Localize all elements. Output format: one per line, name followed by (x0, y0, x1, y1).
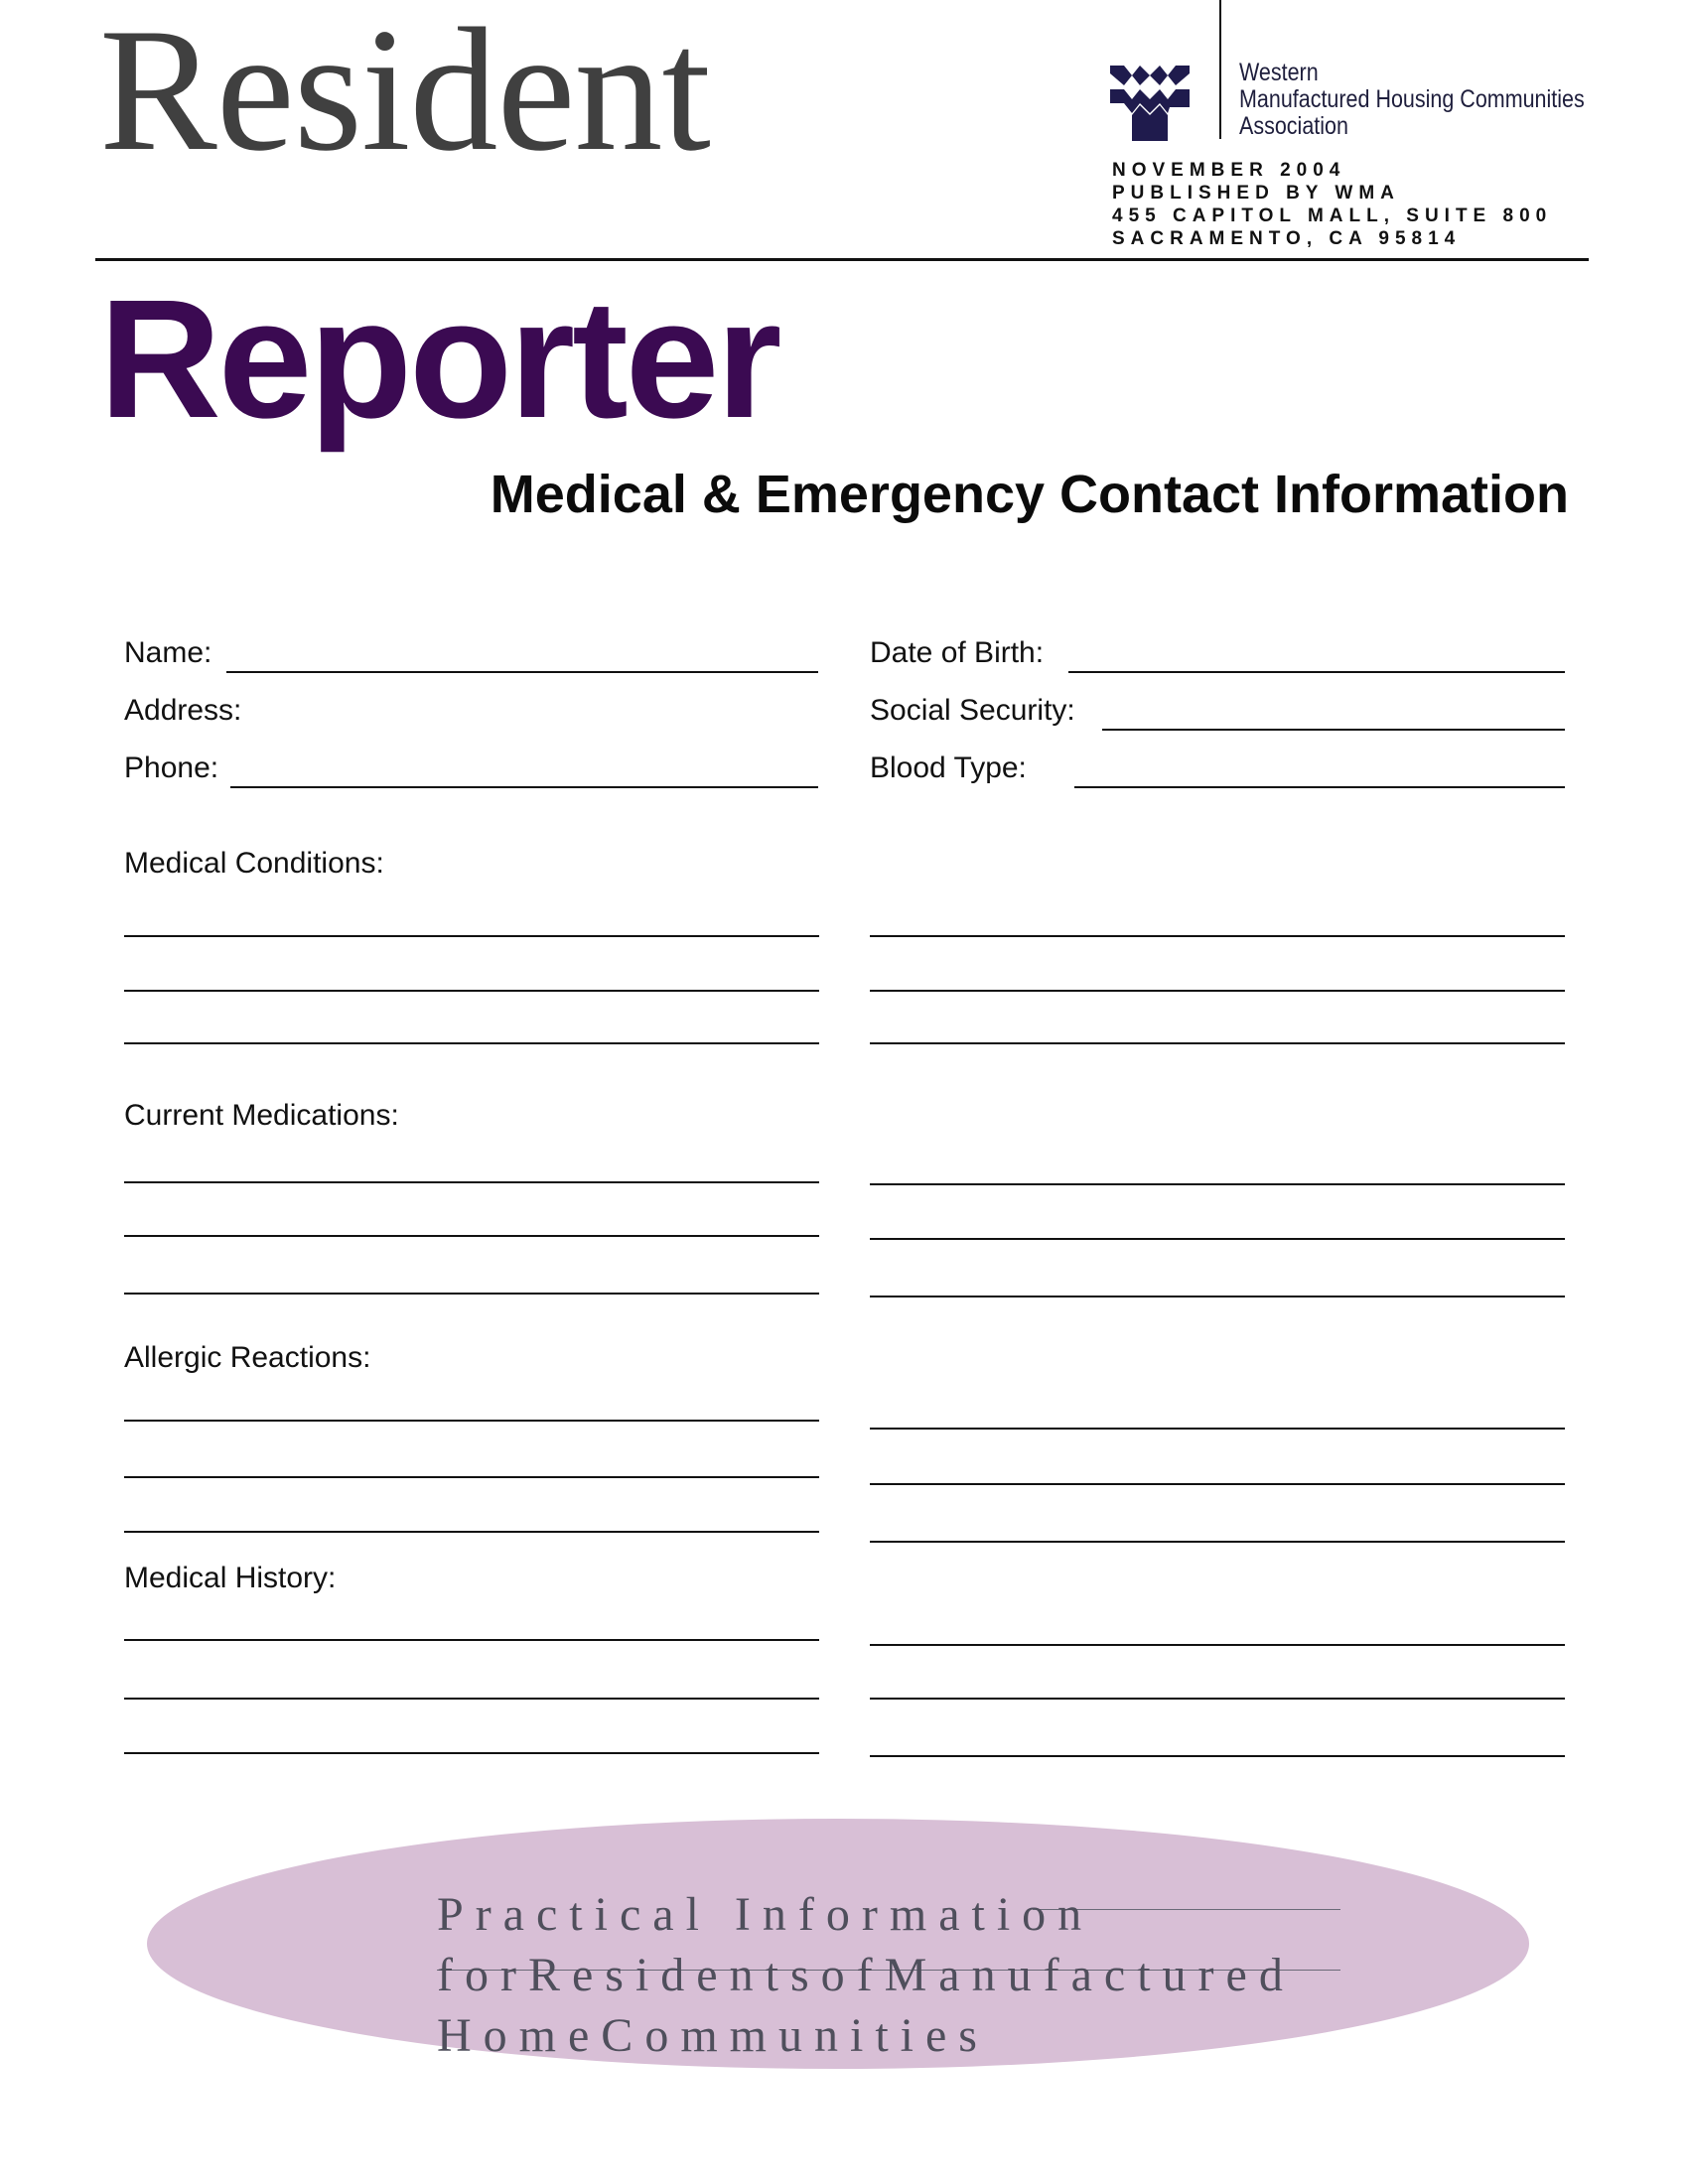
allergic-reactions-line[interactable] (870, 1541, 1565, 1543)
org-name-line: Western (1239, 59, 1319, 86)
phone-label: Phone: (124, 751, 219, 784)
dob-field[interactable] (1068, 671, 1565, 673)
publisher-city: SACRAMENTO, CA 95814 (1112, 228, 1462, 249)
medical-history-line[interactable] (870, 1755, 1565, 1757)
blood-type-label: Blood Type: (870, 751, 1027, 784)
medical-conditions-label: Medical Conditions: (124, 847, 384, 880)
dob-label: Date of Birth: (870, 636, 1045, 669)
ssn-label: Social Security: (870, 694, 1075, 727)
allergic-reactions-line[interactable] (124, 1476, 819, 1478)
org-name-line: Manufactured Housing Communities (1239, 85, 1585, 113)
name-field[interactable] (226, 671, 818, 673)
footer-tagline (437, 1884, 1295, 2066)
current-medications-line[interactable] (870, 1183, 1565, 1185)
phone-field[interactable] (230, 786, 818, 788)
medical-conditions-line[interactable] (124, 990, 819, 992)
allergic-reactions-line[interactable] (870, 1428, 1565, 1430)
current-medications-label: Current Medications: (124, 1099, 399, 1132)
allergic-reactions-line[interactable] (124, 1420, 819, 1422)
address-label: Address: (124, 694, 242, 727)
title-reporter: Reporter (99, 265, 779, 454)
allergic-reactions-line[interactable] (870, 1483, 1565, 1485)
publisher-address: 455 CAPITOL MALL, SUITE 800 (1112, 205, 1553, 226)
current-medications-line[interactable] (124, 1181, 819, 1183)
organization-name (1239, 60, 1585, 140)
medical-history-line[interactable] (870, 1644, 1565, 1646)
current-medications-line[interactable] (870, 1238, 1565, 1240)
tagline-line: Practical Information (437, 1888, 1094, 1941)
medical-conditions-line[interactable] (870, 1042, 1565, 1044)
medical-history-line[interactable] (124, 1752, 819, 1754)
title-resident: Resident (99, 0, 710, 188)
name-label: Name: (124, 636, 212, 669)
medical-conditions-line[interactable] (124, 1042, 819, 1044)
masthead-rule (95, 258, 1589, 261)
medical-conditions-line[interactable] (124, 935, 819, 937)
publication-date: NOVEMBER 2004 (1112, 160, 1346, 181)
tagline-line: forResidentsofManufactured (437, 1949, 1295, 2001)
publisher: PUBLISHED BY WMA (1112, 183, 1400, 204)
allergic-reactions-line[interactable] (124, 1531, 819, 1533)
medical-conditions-line[interactable] (870, 990, 1565, 992)
org-name-line: Association (1239, 112, 1348, 140)
blood-type-field[interactable] (1074, 786, 1565, 788)
medical-conditions-line[interactable] (870, 935, 1565, 937)
current-medications-line[interactable] (124, 1293, 819, 1295)
page-subtitle: Medical & Emergency Contact Information (490, 465, 1569, 524)
medical-history-line[interactable] (870, 1698, 1565, 1700)
medical-history-label: Medical History: (124, 1562, 337, 1594)
medical-history-line[interactable] (124, 1639, 819, 1641)
publication-info (1112, 159, 1552, 250)
current-medications-line[interactable] (870, 1296, 1565, 1297)
allergic-reactions-label: Allergic Reactions: (124, 1341, 371, 1374)
medical-history-line[interactable] (124, 1698, 819, 1700)
current-medications-line[interactable] (124, 1235, 819, 1237)
ssn-field[interactable] (1102, 729, 1565, 731)
tagline-line: HomeCommunities (437, 2009, 989, 2062)
wma-logo-icon (1110, 60, 1190, 141)
logo-divider (1219, 0, 1221, 139)
